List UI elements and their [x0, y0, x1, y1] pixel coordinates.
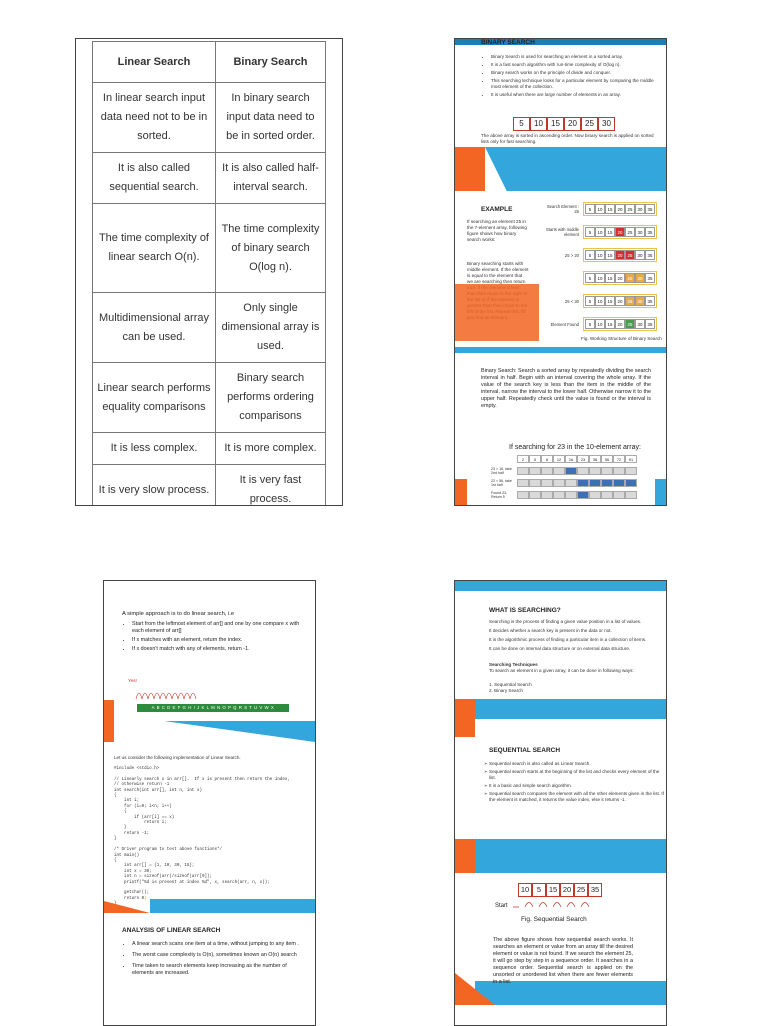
array-cell: 30 [598, 117, 615, 131]
table-header-row [93, 42, 326, 83]
array-cell [541, 467, 553, 475]
array-cell: 30 [635, 273, 645, 283]
list-item: • It is useful when there are large number of elements in an array. [491, 92, 661, 98]
list-item: ➢ Sequential search compares the element with all the other elements given in the list. If the element is matched, it returns the value index, else it returns -1. [489, 791, 664, 803]
array-caption: The above array is sorted in ascending order. Now binary search is applied on sorted lists only for fast searching. [481, 133, 654, 144]
alphabet-strip: A B C D E F G H I J K L M N O P Q R S T U V W X [137, 704, 289, 712]
array-cell: 15 [605, 273, 615, 283]
orange-band [455, 839, 475, 873]
consider-text: Let us consider the following implementation of Linear Search. [114, 755, 241, 760]
array-cell: 20 [615, 250, 625, 260]
example-step-array [583, 248, 657, 262]
sequential-search-page [454, 580, 667, 1026]
search-trace-row [491, 466, 661, 475]
table-row [93, 153, 326, 204]
blue-band [455, 581, 666, 591]
array-cell [553, 479, 565, 487]
text-line: Searching is the process of finding a given value position in a list of values. [489, 619, 642, 624]
array-cell: 20 [615, 273, 625, 283]
array-cell [589, 491, 601, 499]
example-step-label: Starts with middle element [545, 227, 579, 237]
array-cell: 30 [635, 296, 645, 306]
section-title: BINARY SEARCH [481, 39, 535, 46]
array-cell [529, 491, 541, 499]
array-cell: 16 [565, 455, 577, 463]
search-arrows-diagram [134, 681, 204, 701]
search-trace-row [491, 478, 661, 487]
array-cell: 10 [595, 227, 605, 237]
array-cell: 10 [530, 117, 547, 131]
example-step-array [583, 225, 657, 239]
example-step-array [583, 271, 657, 285]
text-line: It can be done on internal data structure or on external data structure. [489, 646, 631, 651]
array-cell: 30 [635, 319, 645, 329]
example-step-label: 25 > 20 [564, 252, 579, 258]
list-item: • Start from the leftmost element of arr[] and one by one compare x with each element of arr[] [132, 621, 302, 635]
table-cell: Linear search performs equality comparisons [93, 363, 216, 433]
array-cell: 5 [529, 455, 541, 463]
array-cell: 8 [541, 455, 553, 463]
array-cell: 10 [595, 273, 605, 283]
orange-band [104, 700, 114, 742]
array-cell: 10 [595, 296, 605, 306]
search-trace [491, 454, 661, 502]
text-line: It decides whether a search key is present in the data or not. [489, 628, 612, 633]
array-cell: 15 [605, 319, 615, 329]
table-row [93, 363, 326, 433]
sequential-arrows [511, 896, 606, 910]
orange-band [455, 699, 475, 737]
array-cell: 15 [605, 204, 615, 214]
array-cell [601, 479, 613, 487]
analysis-list [122, 941, 302, 979]
array-cell [613, 467, 625, 475]
array-cell: 2 [517, 455, 529, 463]
array-cell [541, 491, 553, 499]
table-cell: It is also called sequential search. [93, 153, 216, 204]
example-steps [543, 201, 663, 339]
list-item: • The worst case complexity is O(n), sometimes known an O(n) search [132, 952, 302, 959]
list-item: • If x doesn't match with any of elements, return -1. [132, 646, 302, 653]
search-trace-row [491, 454, 661, 463]
array-cell: 25 [581, 117, 598, 131]
array-cell [565, 479, 577, 487]
array-cell: 20 [615, 319, 625, 329]
array-cell: 30 [635, 250, 645, 260]
array-cell: 10 [595, 319, 605, 329]
blue-band [150, 899, 315, 913]
array-cell: 23 [577, 455, 589, 463]
example-title: EXAMPLE [481, 206, 513, 213]
bullet-list [481, 54, 661, 98]
column-header: Binary Search [215, 42, 325, 83]
example-step-row [543, 247, 663, 263]
comparison-table-page [75, 38, 343, 506]
example-step-array [583, 317, 657, 331]
array-cell [553, 467, 565, 475]
table-row [93, 204, 326, 293]
array-cell: 25 [625, 296, 635, 306]
example-step-label: 25 < 30 [564, 298, 579, 304]
array-cell: 5 [585, 204, 595, 214]
array-cell [601, 467, 613, 475]
array-cell: 35 [645, 227, 655, 237]
comparison-table [92, 41, 326, 506]
array-cell [517, 467, 529, 475]
array-cell: 20 [615, 204, 625, 214]
array-cell: 25 [574, 883, 588, 897]
array-cell: 20 [564, 117, 581, 131]
example-step-row [543, 201, 663, 217]
array-cell [625, 479, 637, 487]
table-row [93, 433, 326, 465]
array-cell: 15 [605, 250, 615, 260]
sequential-list [481, 761, 664, 803]
sorted-array [513, 117, 615, 131]
array-cell: 5 [513, 117, 530, 131]
list-item: • This searching technique looks for a particular element by comparing the middle most element of the collection. [491, 78, 661, 90]
example-step-label: Element Found [550, 321, 579, 327]
techniques-text: To search an element in a given array, it can be done in following ways: [489, 668, 634, 673]
technique-item: 1. Sequential Search [489, 682, 532, 687]
binary-search-paragraph: Binary Search: Search a sorted array by repeatedly dividing the search interval in half. Begin with an interval covering the whole array. If the value of the search key is less than the item in the middle of the interval, narrow the interval to the lower half. Otherwise narrow it to the upper half. Repeatedly check until the value is found or the interval is empty. [481, 368, 651, 409]
table-cell: Binary search performs ordering comparisons [215, 363, 325, 433]
blue-band [164, 721, 315, 742]
sequential-paragraph: The above figure shows how sequential search works. It searches an element or value from an array till the desired element or value is not found. If we search the element 25, it will go step by step in a sequence order. It searches in a sequence order. Sequential search is applied on the unsorted or unordered list when there are fewer elements in a list. [493, 937, 633, 985]
example-step-row [543, 224, 663, 240]
search-trace-label: 23 > 16, take 2nd half [491, 466, 512, 475]
table-cell: The time complexity of linear search O(n). [93, 204, 216, 293]
example-step-array [583, 202, 657, 216]
list-item: ➢ It is a basic and simple search algorithm. [489, 783, 664, 789]
array-cell: 91 [625, 455, 637, 463]
example-text: If searching an element 25 in the 7-element array, following figure shows how binary search works: [467, 219, 527, 242]
orange-band [455, 284, 539, 341]
array-cell [517, 491, 529, 499]
array-cell: 30 [635, 204, 645, 214]
array-cell: 12 [553, 455, 565, 463]
table-row [93, 465, 326, 507]
array-cell: 20 [615, 296, 625, 306]
start-label: Start [495, 903, 508, 909]
array-cell: 30 [635, 227, 645, 237]
array-cell [517, 479, 529, 487]
table-cell: Only single dimensional array is used. [215, 293, 325, 363]
text-line: It is the algorithmic process of finding a particular item in a collection of items. [489, 637, 647, 642]
example-step-row [543, 316, 663, 332]
technique-item: 2. Binary Search [489, 688, 523, 693]
array-cell: 72 [613, 455, 625, 463]
code-block: #include <stdio.h> // Linearly search x in arr[]. If x is present then return the index, // otherwise return -1 int search(int arr[], int n, int x) { int i; for (i=0; i<n; i++) { if (arr[i] == x) return i; } return -1; } /* Driver program to test above functions*/ int main() { int arr[] = {1, 10, 30, 15}; int x = 30; int n = sizeof(arr)/sizeof(arr[0]); printf("%d is present at index %d", x, search(arr, n, x)); getchar(); return 0; [114, 767, 290, 901]
search-trace-label: Found 23, Return 5 [491, 490, 508, 499]
array-cell: 35 [588, 883, 602, 897]
binary-search-page [454, 38, 667, 506]
searching-text [489, 619, 654, 694]
array-cell: 20 [560, 883, 574, 897]
array-cell: 10 [595, 204, 605, 214]
example-text: Binary searching starts with middle element. If the element is equal to the element that we are searching then return [467, 261, 529, 284]
search-caption: If searching for 23 in the 10-element array: [509, 444, 641, 451]
list-item: • It is a fast search algorithm with run-time complexity of O(log n). [491, 62, 661, 68]
sequential-array [518, 883, 602, 897]
blue-band [475, 699, 666, 719]
array-cell: 5 [585, 250, 595, 260]
array-cell: 35 [645, 296, 655, 306]
table-cell: The time complexity of binary search O(log n). [215, 204, 325, 293]
list-item: • A linear search scans one item at a time, without jumping to any item . [132, 941, 302, 948]
array-cell [541, 479, 553, 487]
figure-caption: Fig. Sequential Search [521, 916, 587, 923]
table-row [93, 83, 326, 153]
techniques-title: Searching Techniques [489, 662, 538, 667]
array-cell [565, 467, 577, 475]
array-cell [601, 491, 613, 499]
array-cell [577, 491, 589, 499]
section-title: WHAT IS SEARCHING? [489, 607, 561, 614]
linear-search-page [103, 580, 316, 1026]
table-cell: Multidimensional array can be used. [93, 293, 216, 363]
example-step-label: Search Element : 25 [546, 204, 579, 214]
table-cell: It is more complex. [215, 433, 325, 465]
example-step-array [583, 294, 657, 308]
table-row [93, 293, 326, 363]
table-cell: It is very fast process. [215, 465, 325, 507]
array-cell: 5 [585, 319, 595, 329]
array-cell [613, 491, 625, 499]
intro-text: A simple approach is to do linear search, i.e [122, 611, 235, 617]
search-trace-label: 23 < 56, take 1st half [491, 478, 512, 487]
array-cell: 35 [645, 204, 655, 214]
example-step-row [543, 270, 663, 286]
array-cell: 20 [615, 227, 625, 237]
analysis-title: ANALYSIS OF LINEAR SEARCH [122, 927, 221, 934]
array-cell [529, 479, 541, 487]
array-cell: 15 [547, 117, 564, 131]
blue-band [475, 839, 666, 873]
array-cell: 5 [585, 296, 595, 306]
table-cell: In linear search input data need not to be in sorted. [93, 83, 216, 153]
array-cell [589, 467, 601, 475]
array-cell: 5 [585, 273, 595, 283]
orange-band [455, 479, 467, 505]
search-trace-row [491, 490, 661, 499]
array-cell: 25 [625, 204, 635, 214]
binary-search-section [481, 39, 661, 100]
array-cell [529, 467, 541, 475]
array-cell: 56 [601, 455, 613, 463]
array-cell: 25 [625, 250, 635, 260]
yes-label: Yes! [128, 678, 137, 683]
list-item: • Binary Search is used for searching an element in a sorted array. [491, 54, 661, 60]
list-item: • If x matches with an element, return the index. [132, 637, 302, 644]
array-cell [577, 467, 589, 475]
array-cell: 15 [605, 227, 615, 237]
blue-band [485, 147, 666, 191]
array-cell: 25 [625, 273, 635, 283]
blue-band [655, 479, 666, 505]
array-cell [625, 467, 637, 475]
array-cell: 35 [645, 273, 655, 283]
array-cell: 10 [518, 883, 532, 897]
array-cell: 5 [532, 883, 546, 897]
array-cell [565, 491, 577, 499]
table-cell: It is very slow process. [93, 465, 216, 507]
array-cell: 15 [546, 883, 560, 897]
array-cell [577, 479, 589, 487]
example-step-row [543, 293, 663, 309]
figure-caption: Fig. Working Structure of Binary Search [581, 336, 662, 341]
table-cell: In binary search input data need to be in sorted order. [215, 83, 325, 153]
array-cell [613, 479, 625, 487]
array-cell: 35 [645, 250, 655, 260]
bullet-list [122, 621, 302, 655]
array-cell: 15 [605, 296, 615, 306]
array-cell: 25 [625, 319, 635, 329]
array-cell: 5 [585, 227, 595, 237]
list-item: • Time taken to search elements keep increasing as the number of elements are increased. [132, 963, 302, 977]
table-cell: It is also called half-interval search. [215, 153, 325, 204]
list-item: ➢ Sequential search starts at the beginning of the list and checks every element of the list. [489, 769, 664, 781]
array-cell: 35 [645, 319, 655, 329]
array-cell: 10 [595, 250, 605, 260]
list-item: ➢ Sequential search is also called as Linear Search. [489, 761, 664, 767]
table-cell: It is less complex. [93, 433, 216, 465]
list-item: • Binary search works on the principle of divide and conquer. [491, 70, 661, 76]
array-cell [553, 491, 565, 499]
orange-band [455, 147, 485, 191]
array-cell: 38 [589, 455, 601, 463]
blue-band [455, 347, 666, 353]
column-header: Linear Search [93, 42, 216, 83]
sequential-title: SEQUENTIAL SEARCH [489, 747, 561, 754]
array-cell: 25 [625, 227, 635, 237]
array-cell [589, 479, 601, 487]
array-cell [625, 491, 637, 499]
